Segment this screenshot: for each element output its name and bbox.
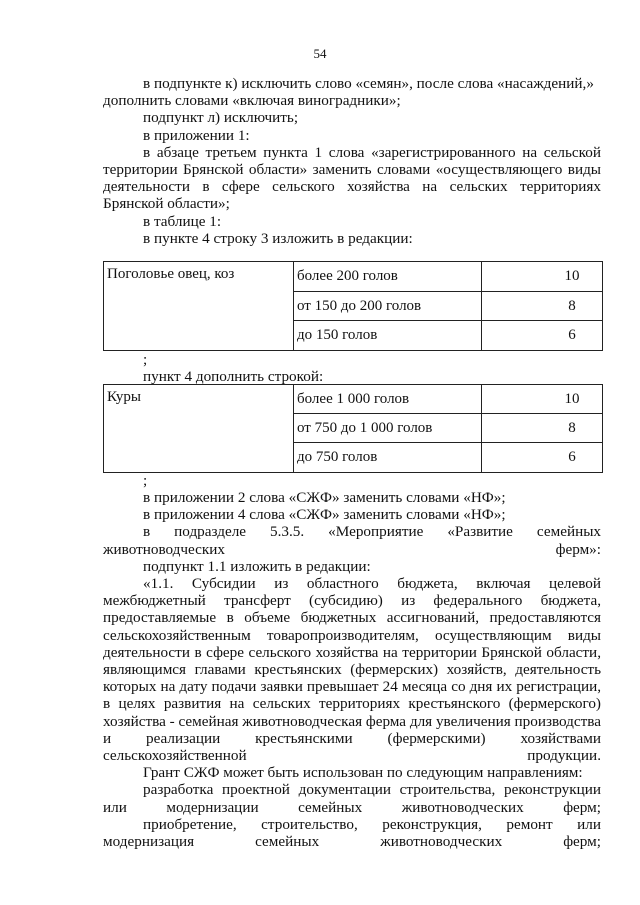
subpoint-11-text: «1.1. Субсидии из областного бюджета, включая целевой межбюджетный трансферт (субсидию) из федерального бюджета, предоставляемые в объеме бюджетных ассигнований, предоставляются сельскохозяйственным товаропроизводителям, осуществляющим виды деятельности в сфере сельского хозяйства на территории Брянской области, являющимся главами крестьянских (фермерских) хозяйств, деятельность которых на дату подачи заявки превышает 24 месяца со дня их регистрации, в целях развития на сельских территориях крестьянского (фермерского) хозяйства - семейная животноводческая ферма для увеличения производства и реализации крестьянскими (фермерскими) хозяйствами сельскохозяйственной продукции. (103, 575, 601, 765)
between-tables (103, 351, 601, 385)
table-cell-range: до 150 голов (294, 321, 482, 351)
table-cell-score: 10 (482, 262, 603, 292)
amend-subpoint-k: в подпункте к) исключить слово «семян», после слова «насаждений,» дополнить словами «включая виноградники»; (103, 75, 594, 110)
amend-table-1: в таблице 1: (143, 212, 222, 230)
amend-appendix-2: в приложении 2 слова «СЖФ» заменить словами «НФ»; (143, 489, 506, 506)
amend-appendix-1: в приложении 1: (143, 126, 250, 144)
grant-direction-2: приобретение, строительство, реконструкция, ремонт или модернизация семейных животноводческих ферм; (103, 815, 601, 851)
semicolon-1: ; (143, 351, 148, 368)
table-cell-range: от 750 до 1 000 голов (294, 414, 482, 443)
amend-paragraph-3: в абзаце третьем пункта 1 слова «зарегистрированного на сельской территории Брянской области» заменить словами «осуществляющего виды деятельности в сфере сельского хозяйства на сельских территориях Брянской области»; (103, 143, 601, 213)
amend-subsection-535: в подразделе 5.3.5. «Мероприятие «Развитие семейных животноводческих ферм»: (103, 523, 601, 558)
table-label: Куры (104, 385, 294, 473)
table-cell-score: 8 (482, 292, 603, 321)
table-cell-range: до 750 голов (294, 443, 482, 473)
table-row (104, 262, 603, 292)
amend-appendix-4: в приложении 4 слова «СЖФ» заменить словами «НФ»; (143, 506, 506, 524)
table-cell-score: 10 (482, 385, 603, 414)
table-label: Поголовье овец, коз (104, 262, 294, 351)
table-cell-score: 6 (482, 443, 603, 473)
table-cell-range: более 1 000 голов (294, 385, 482, 414)
amend-point-4-add: пункт 4 дополнить строкой: (143, 368, 324, 385)
table-chickens (103, 384, 603, 473)
grant-directions: Грант СЖФ может быть использован по следующим направлениям: (143, 764, 583, 782)
table-cell-range: более 200 голов (294, 262, 482, 292)
table-sheep-goats (103, 261, 603, 351)
amendments-intro (103, 75, 601, 247)
page-number: 54 (313, 46, 327, 61)
amend-point-4-row-3: в пункте 4 строку 3 изложить в редакции: (143, 229, 413, 247)
amend-subpoint-l: подпункт л) исключить; (143, 109, 299, 127)
amend-subpoint-11: подпункт 1.1 изложить в редакции: (143, 557, 371, 575)
semicolon-2: ; (143, 472, 148, 489)
amendments-continued (103, 472, 601, 850)
table-cell-score: 8 (482, 414, 603, 443)
table-row (104, 385, 603, 414)
grant-direction-1: разработка проектной документации строительства, реконструкции или модернизации семейных животноводческих ферм; (103, 781, 601, 816)
table-cell-range: от 150 до 200 голов (294, 292, 482, 321)
table-cell-score: 6 (482, 321, 603, 351)
